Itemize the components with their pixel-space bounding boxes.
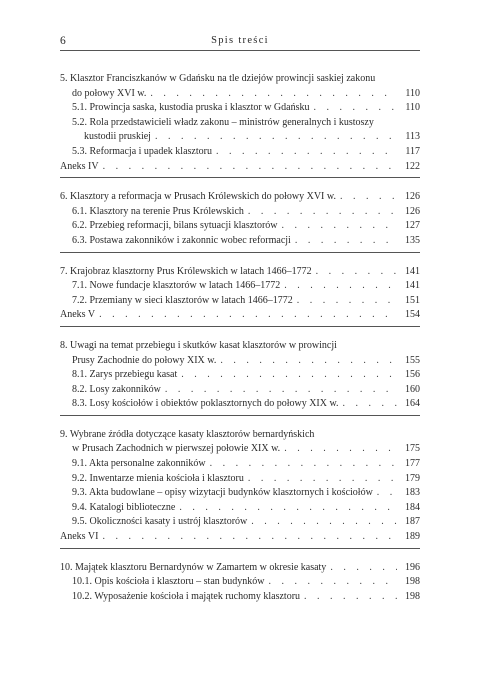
toc-page-number: 187 bbox=[405, 516, 420, 528]
toc-entry-title: 6. Klasztory a reformacja w Prusach Królewskich do połowy XVI w. bbox=[60, 191, 336, 203]
running-title: Spis treści bbox=[211, 35, 269, 46]
toc-entry[interactable] bbox=[60, 501, 420, 514]
toc-page-number: 151 bbox=[405, 294, 420, 306]
toc-entry-title: do połowy XVI w. bbox=[72, 87, 147, 99]
toc-entry[interactable] bbox=[60, 101, 420, 114]
toc-entry-title: 9.2. Inwentarze mienia kościoła i klasztoru bbox=[72, 472, 244, 484]
dot-leader bbox=[98, 530, 397, 543]
toc-section bbox=[60, 327, 420, 416]
toc-page-number: 189 bbox=[405, 531, 420, 543]
toc-entry[interactable] bbox=[60, 383, 420, 396]
toc-page-number: 154 bbox=[405, 309, 420, 321]
dot-leader bbox=[244, 205, 397, 218]
toc-page-number: 183 bbox=[405, 487, 420, 499]
dot-leader bbox=[177, 368, 397, 381]
dot-leader bbox=[278, 219, 398, 232]
dot-leader bbox=[280, 279, 397, 292]
toc-page-number: 156 bbox=[405, 369, 420, 381]
toc-page-number: 184 bbox=[405, 501, 420, 513]
toc-entry-title: 5.1. Prowincja saska, kustodia pruska i klasztor w Gdańsku bbox=[72, 102, 310, 114]
toc-entry[interactable] bbox=[60, 308, 420, 321]
toc-entry-title: 8.1. Zarys przebiegu kasat bbox=[72, 369, 178, 381]
dot-leader bbox=[175, 501, 397, 514]
toc-entry[interactable] bbox=[60, 205, 420, 218]
toc-entry[interactable] bbox=[60, 265, 420, 278]
page-header bbox=[60, 34, 420, 51]
toc-entry-title: 9.1. Akta personalne zakonników bbox=[72, 458, 206, 470]
toc-entry-title: 10. Majątek klasztoru Bernardynów w Zamartem w okresie kasaty bbox=[60, 561, 327, 573]
dot-leader bbox=[312, 265, 397, 278]
dot-leader bbox=[146, 87, 397, 100]
toc-entry-title: 6.1. Klasztory na terenie Prus Królewskich bbox=[72, 205, 244, 217]
dot-leader bbox=[244, 472, 397, 485]
dot-leader bbox=[151, 130, 397, 143]
toc-section bbox=[60, 178, 420, 252]
toc-entry-line: 9. Wybrane źródła dotyczące kasaty klasztorów bernardyńskich bbox=[60, 428, 315, 440]
toc-page-number: 175 bbox=[405, 443, 420, 455]
toc-section bbox=[60, 549, 420, 608]
toc-entry[interactable] bbox=[60, 561, 420, 574]
toc-entry[interactable] bbox=[60, 457, 420, 470]
toc-entry-title: Aneks IV bbox=[60, 160, 99, 172]
toc-entry-line: 5. Klasztor Franciszkanów w Gdańsku na tle dziejów prowincji saskiej zakonu bbox=[60, 73, 376, 84]
toc-entry[interactable] bbox=[60, 87, 420, 100]
dot-leader bbox=[291, 234, 397, 247]
toc-entry[interactable] bbox=[60, 368, 420, 381]
toc-page-number: 198 bbox=[405, 590, 420, 602]
page-number: 6 bbox=[60, 35, 66, 47]
toc-entry[interactable] bbox=[60, 397, 420, 410]
toc-page-number: 155 bbox=[405, 354, 420, 366]
toc-entry-title: 10.1. Opis kościoła i klasztoru – stan budynków bbox=[72, 576, 265, 588]
toc-page-number: 135 bbox=[405, 234, 420, 246]
toc-entry-title: Prusy Zachodnie do połowy XIX w. bbox=[72, 354, 217, 366]
toc-entry[interactable] bbox=[60, 486, 420, 499]
toc-entry-title: 9.5. Okoliczności kasaty i ustrój klasztorów bbox=[72, 516, 248, 528]
toc-entry-title: 7.2. Przemiany w sieci klasztorów w latach 1466–1772 bbox=[72, 294, 293, 306]
dot-leader bbox=[212, 145, 397, 158]
toc-entry-title: 6.3. Postawa zakonników i zakonnic wobec reformacji bbox=[72, 234, 291, 246]
dot-leader bbox=[264, 575, 397, 588]
dot-leader bbox=[95, 308, 397, 321]
dot-leader bbox=[309, 101, 397, 114]
toc-entry[interactable] bbox=[60, 145, 420, 158]
toc-entry-title: 7. Krajobraz klasztorny Prus Królewskich w latach 1466–1772 bbox=[60, 265, 312, 277]
toc-section bbox=[60, 416, 420, 549]
toc-page-number: 198 bbox=[405, 576, 420, 588]
toc-entry[interactable] bbox=[60, 590, 420, 603]
toc-entry-title: 8.3. Losy kościołów i obiektów poklasztornych do połowy XIX w. bbox=[72, 398, 339, 410]
toc-entry[interactable] bbox=[60, 442, 420, 455]
dot-leader bbox=[326, 561, 397, 574]
table-of-contents bbox=[60, 60, 420, 607]
dot-leader bbox=[339, 397, 397, 410]
toc-entry[interactable] bbox=[60, 530, 420, 543]
toc-page-number: 177 bbox=[405, 458, 420, 470]
toc-entry-title: 9.4. Katalogi biblioteczne bbox=[72, 501, 176, 513]
toc-entry-title: Aneks V bbox=[60, 309, 96, 321]
dot-leader bbox=[373, 486, 397, 499]
toc-entry-title: 10.2. Wyposażenie kościoła i majątek ruchomy klasztoru bbox=[72, 590, 301, 602]
toc-entry-title: kustodii pruskiej bbox=[84, 131, 151, 143]
dot-leader bbox=[247, 515, 397, 528]
toc-entry-title: 9.3. Akta budowlane – opisy wizytacji budynków klasztornych i kościołów bbox=[72, 487, 373, 499]
toc-section bbox=[60, 253, 420, 327]
dot-leader bbox=[300, 590, 397, 603]
toc-page-number: 141 bbox=[405, 280, 420, 292]
toc-page-number: 196 bbox=[405, 561, 420, 573]
dot-leader bbox=[280, 442, 397, 455]
toc-entry-title: w Prusach Zachodnich w pierwszej połowie XIX w. bbox=[72, 443, 281, 455]
toc-page-number: 126 bbox=[405, 191, 420, 203]
toc-page-number: 117 bbox=[405, 145, 420, 157]
toc-entry[interactable] bbox=[60, 234, 420, 247]
toc-page-number: 113 bbox=[405, 131, 420, 143]
toc-page-number: 110 bbox=[405, 102, 420, 114]
toc-entry-line: 5.2. Rola przedstawicieli władz zakonu – ministrów generalnych i kustoszy bbox=[72, 116, 374, 128]
dot-leader bbox=[99, 160, 397, 173]
toc-entry[interactable] bbox=[60, 515, 420, 528]
toc-page-number: 127 bbox=[405, 220, 420, 232]
toc-entry[interactable] bbox=[60, 575, 420, 588]
toc-entry-title: Aneks VI bbox=[60, 531, 99, 543]
dot-leader bbox=[216, 354, 397, 367]
toc-entry[interactable] bbox=[60, 160, 420, 173]
toc-section bbox=[60, 60, 420, 178]
dot-leader bbox=[293, 294, 397, 307]
toc-entry[interactable] bbox=[60, 294, 420, 307]
toc-page-number: 160 bbox=[405, 383, 420, 395]
toc-page-number: 179 bbox=[405, 472, 420, 484]
dot-leader bbox=[206, 457, 397, 470]
toc-page-number: 126 bbox=[405, 205, 420, 217]
toc-page-number: 110 bbox=[405, 87, 420, 99]
toc-entry[interactable] bbox=[60, 219, 420, 232]
toc-page-number: 122 bbox=[405, 160, 420, 172]
toc-entry[interactable] bbox=[60, 472, 420, 485]
toc-entry[interactable] bbox=[60, 190, 420, 203]
toc-entry[interactable] bbox=[60, 279, 420, 292]
toc-entry-title: 8.2. Losy zakonników bbox=[72, 383, 161, 395]
toc-page-number: 141 bbox=[405, 265, 420, 277]
toc-entry[interactable] bbox=[60, 354, 420, 367]
dot-leader bbox=[161, 383, 397, 396]
dot-leader bbox=[336, 190, 397, 203]
toc-page-number: 164 bbox=[405, 398, 420, 410]
toc-entry-title: 6.2. Przebieg reformacji, bilans sytuacji klasztorów bbox=[72, 220, 278, 232]
toc-entry-title: 7.1. Nowe fundacje klasztorów w latach 1466–1772 bbox=[72, 280, 281, 292]
toc-entry[interactable] bbox=[60, 130, 420, 143]
toc-entry-line: 8. Uwagi na temat przebiegu i skutków kasat klasztorów w prowincji bbox=[60, 339, 337, 351]
toc-entry-title: 5.3. Reformacja i upadek klasztoru bbox=[72, 145, 212, 157]
